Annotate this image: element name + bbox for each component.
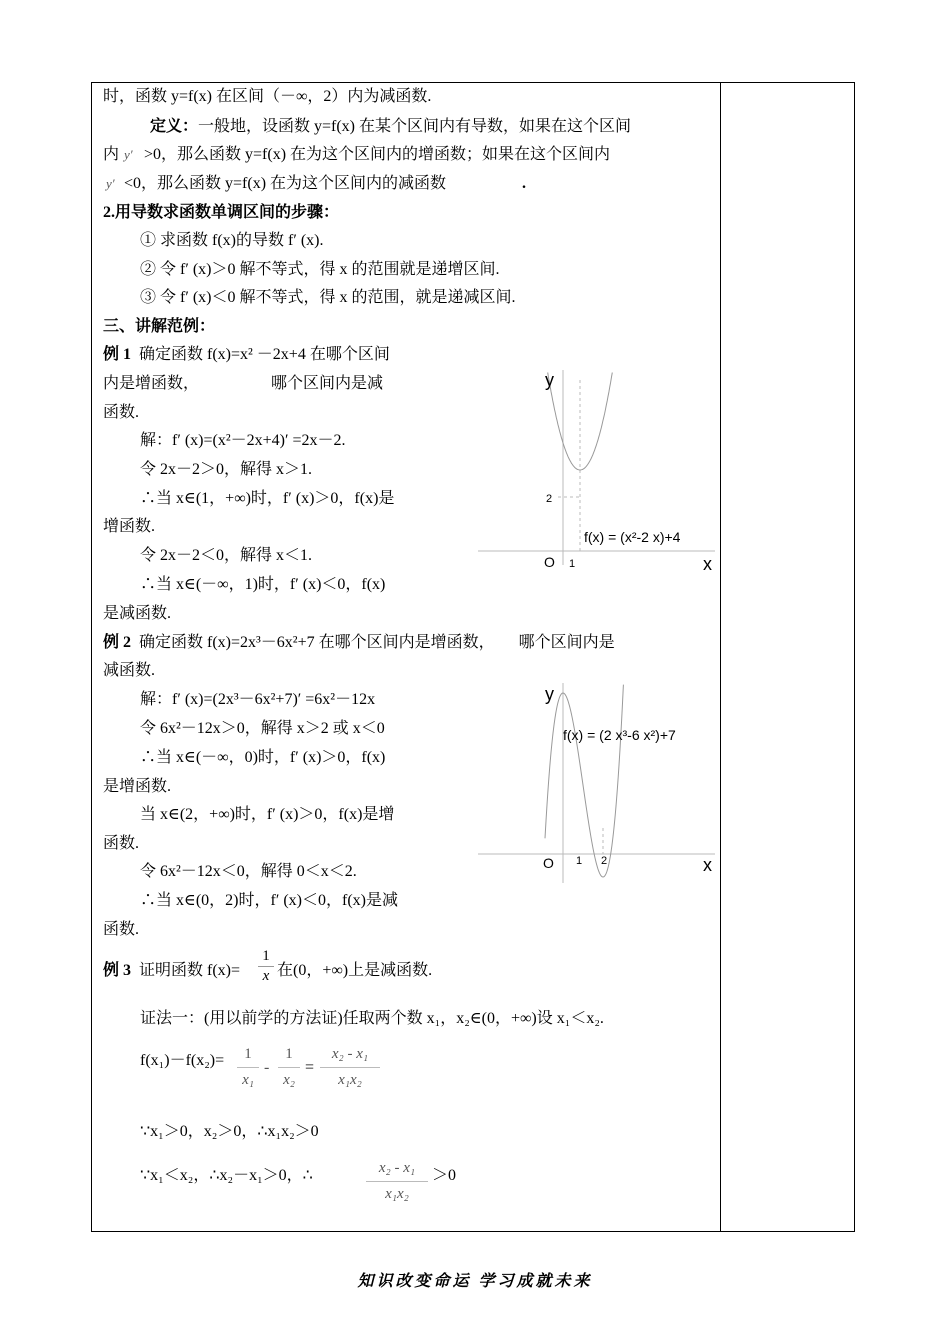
example-text: 增函数. (103, 518, 156, 535)
fraction-1-over-x (258, 948, 274, 985)
fraction-numerator: x₂ - x₁ (378, 1160, 416, 1176)
proof-text: ＞0 (432, 1167, 457, 1184)
proof-text: ∵x₁＞0，x₂＞0，∴x₁x₂＞0 (140, 1123, 319, 1140)
y-axis-label: y (545, 370, 554, 390)
text-line: 时，函数 y=f(x) 在区间（－∞，2）内为减函数. (103, 88, 432, 105)
y-axis-label: y (545, 684, 554, 704)
tick-label: 2 (601, 855, 608, 867)
fraction-denominator: x₁x₂ (338, 1072, 362, 1088)
fraction-bar (258, 966, 274, 967)
example-text: 函数. (103, 835, 140, 852)
fraction-denominator: x₁ (242, 1072, 254, 1088)
fraction-numerator: 1 (244, 1046, 252, 1062)
example-text: 确定函数 f(x)=2x³－6x²+7 在哪个区间内是增函数， 哪个区间内是 (139, 634, 615, 651)
fraction-difference (320, 1046, 380, 1089)
example-text: ∴当 x∈(1，+∞)时，f′ (x)＞0，f(x)是 (140, 490, 395, 507)
tick-label: 1 (569, 558, 576, 570)
equals-sign: = (305, 1059, 315, 1076)
function-label: f(x) = (2 x³-6 x²)+7 (563, 727, 676, 743)
x-axis-label: x (703, 855, 712, 875)
example-text: 解：f′ (x)=(x²－2x+4)′ =2x－2. (140, 432, 346, 449)
period-mark: . (522, 175, 526, 192)
proof-text: ∵x₁＜x₂，∴x₂－x₁＞0，∴ (140, 1167, 313, 1184)
definition-text: 内 (103, 146, 120, 163)
fraction-1-over-x1 (237, 1046, 259, 1089)
x-axis-label: x (703, 554, 712, 574)
proof-text: 证法一：(用以前学的方法证)任取两个数 x₁，x₂∈(0，+∞)设 x₁＜x₂. (140, 1010, 604, 1027)
origin-label: O (544, 554, 555, 570)
minus-sign: - (264, 1059, 270, 1076)
y-prime-symbol: y′ (106, 176, 115, 191)
example-text: 在(0，+∞)上是减函数. (277, 962, 433, 979)
proof-text: f(x₁)－f(x₂)= (140, 1052, 225, 1069)
definition-label: 定义： (150, 118, 199, 135)
fraction-difference (366, 1160, 428, 1203)
example-text: 是减函数. (103, 605, 172, 622)
example-text: 减函数. (103, 662, 156, 679)
example-text: 当 x∈(2，+∞)时，f′ (x)＞0，f(x)是增 (140, 806, 395, 823)
example-text: 是增函数. (103, 778, 172, 795)
fraction-denominator: x₁x₂ (385, 1186, 409, 1202)
step-item: ② 令 f′ (x)＞0 解不等式，得 x 的范围就是递增区间. (140, 261, 500, 278)
example-text: 函数. (103, 404, 140, 421)
example-text: 令 2x－2＞0，解得 x＞1. (140, 461, 313, 478)
graph-cubic (470, 678, 720, 898)
graph-parabola (470, 360, 720, 580)
definition-text: >0，那么函数 y=f(x) 在为这个区间内的增函数；如果在这个区间内 (144, 146, 611, 163)
example-text: 证明函数 f(x)= (139, 962, 241, 979)
function-label: f(x) = (x²-2 x)+4 (584, 529, 681, 545)
fraction-bar (278, 1067, 300, 1068)
definition-text: <0，那么函数 y=f(x) 在为这个区间内的减函数 (124, 175, 447, 192)
section-heading: 三、讲解范例： (103, 318, 216, 335)
page-footer: 知识改变命运 学习成就未来 (357, 1273, 593, 1290)
y-prime-symbol: y′ (124, 147, 133, 162)
fraction-numerator: x₂ - x₁ (331, 1046, 369, 1062)
example-text: 令 6x²－12x＜0，解得 0＜x＜2. (140, 863, 357, 880)
example-text: 内是增函数， 哪个区间内是减 (103, 375, 384, 392)
example-text: 函数. (103, 921, 140, 938)
example-text: ∴当 x∈(0，2)时，f′ (x)＜0，f(x)是减 (140, 892, 398, 909)
fraction-numerator: 1 (285, 1046, 293, 1062)
section-heading: 2.用导数求函数单调区间的步骤： (103, 204, 340, 221)
fraction-bar (237, 1067, 259, 1068)
example-text: 确定函数 f(x)=x² －2x+4 在哪个区间 (139, 346, 390, 363)
origin-label: O (543, 855, 554, 871)
example-label: 例 3 (103, 962, 132, 979)
example-text: ∴当 x∈(－∞，0)时，f′ (x)＞0，f(x) (140, 749, 386, 766)
example-label: 例 2 (103, 634, 132, 651)
step-item: ① 求函数 f(x)的导数 f′ (x). (140, 232, 324, 249)
example-text: 解：f′ (x)=(2x³－6x²+7)′ =6x²－12x (140, 691, 376, 708)
example-text: ∴当 x∈(－∞，1)时，f′ (x)＜0，f(x) (140, 576, 386, 593)
definition-text: 一般地，设函数 y=f(x) 在某个区间内有导数，如果在这个区间 (198, 118, 632, 135)
fraction-denominator: x (262, 968, 270, 984)
example-label: 例 1 (103, 346, 132, 363)
example-text: 令 6x²－12x＞0，解得 x＞2 或 x＜0 (140, 720, 385, 737)
tick-label: 1 (576, 855, 583, 867)
tick-label: 2 (546, 493, 553, 505)
fraction-1-over-x2 (278, 1046, 300, 1089)
fraction-bar (366, 1181, 428, 1182)
table-divider (720, 82, 721, 1232)
cubic-curve (545, 685, 623, 877)
step-item: ③ 令 f′ (x)＜0 解不等式，得 x 的范围，就是递减区间. (140, 289, 516, 306)
fraction-bar (320, 1067, 380, 1068)
fraction-numerator: 1 (262, 948, 270, 964)
fraction-denominator: x₂ (283, 1072, 295, 1088)
example-text: 令 2x－2＜0，解得 x＜1. (140, 547, 313, 564)
